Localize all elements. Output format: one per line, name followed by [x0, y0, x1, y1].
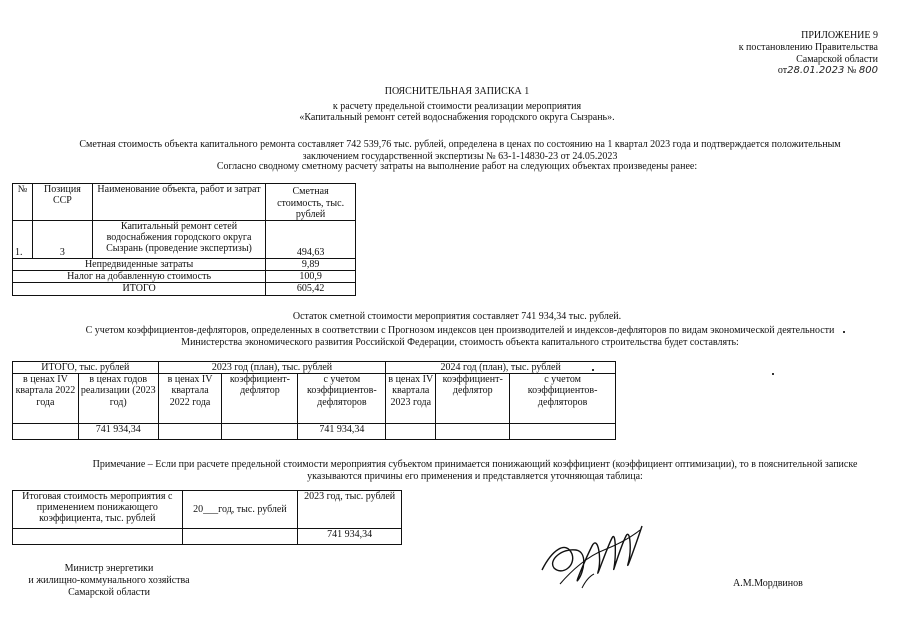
handwritten-signature	[532, 510, 652, 600]
table-header: с учетом коэффициентов-дефляторов	[298, 374, 386, 424]
table-cell	[13, 424, 79, 440]
table-cell: 741 934,34	[298, 424, 386, 440]
table-cell	[158, 424, 222, 440]
decree-number: 800	[858, 65, 878, 77]
table-cell	[510, 424, 616, 440]
group-header-total: ИТОГО, тыс. рублей	[13, 362, 159, 374]
signer-name: А.М.Мордвинов	[733, 578, 803, 589]
document-title-block	[0, 86, 914, 124]
table-cell: 494,63	[266, 221, 356, 259]
prior-costs-table	[12, 183, 356, 296]
table-header: №	[13, 184, 33, 221]
scan-speck	[843, 331, 845, 333]
table-header: в ценах IV квартала 2022 года	[158, 374, 222, 424]
summary-label: Налог на добавленную стоимость	[13, 271, 266, 283]
table-cell	[436, 424, 510, 440]
scan-speck	[772, 373, 774, 375]
table-cell	[182, 529, 298, 545]
document-title: ПОЯСНИТЕЛЬНАЯ ЗАПИСКА 1	[384, 86, 530, 97]
table-cell: 741 934,34	[298, 529, 402, 545]
summary-value: 9,89	[266, 259, 356, 271]
appendix-title: ПРИЛОЖЕНИЕ 9	[801, 30, 878, 41]
deflator-table	[12, 361, 616, 440]
summary-value: 100,9	[266, 271, 356, 283]
table-header: с учетом коэффициентов-дефляторов	[510, 374, 616, 424]
table-cell	[222, 424, 298, 440]
summary-value: 605,42	[266, 283, 356, 295]
group-header-2023: 2023 год (план), тыс. рублей	[158, 362, 386, 374]
table-row	[13, 271, 356, 283]
document-subtitle: к расчету предельной стоимости реализации мероприятия	[332, 100, 582, 112]
table-header-row	[13, 374, 616, 424]
minister-title: Министр энергетики и жилищно-коммунального хозяйства Самарской области	[28, 563, 190, 598]
table-header: в ценах годов реализации (2023 год)	[78, 374, 158, 424]
table-cell: 1.	[13, 221, 33, 259]
table-cell: Капитальный ремонт сетей водоснабжения городского округа Сызрань (проведение экспертизы)	[92, 221, 265, 259]
summary-label: Непредвиденные затраты	[13, 259, 266, 271]
deflator-paragraph: С учетом коэффициентов-дефляторов, определенных в соответствии с Прогнозом индексов цен производителей и индексов-дефляторов по видам экономической деятельности Министерства экономического развития Российской Федерации, стоимость объекта капитального строительства будет составлять:	[85, 325, 835, 348]
group-header-2024: 2024 год (план), тыс. рублей	[386, 362, 616, 374]
table-cell: 3	[32, 221, 92, 259]
table-header: Наименование объекта, работ и затрат	[92, 184, 265, 221]
table-row	[13, 283, 356, 295]
table-header: 2023 год, тыс. рублей	[298, 491, 402, 529]
table-header: Итоговая стоимость мероприятия с применением понижающего коэффициента, тыс. рублей	[13, 491, 183, 529]
optimization-table	[12, 490, 402, 545]
appendix-block	[739, 30, 878, 77]
table-header: в ценах IV квартала 2023 года	[386, 374, 436, 424]
table-cell: 741 934,34	[78, 424, 158, 440]
remaining-cost-paragraph: Остаток сметной стоимости мероприятия составляет 741 934,34 тыс. рублей.	[292, 311, 622, 322]
table-header: Позиция ССР	[32, 184, 92, 221]
decree-date: 28.01.2023	[787, 65, 845, 77]
table-row	[13, 529, 402, 545]
prior-costs-paragraph: Согласно сводному сметному расчету затраты на выполнение работ на следующих объектах произведены ранее:	[216, 161, 698, 172]
appendix-date-line: от28.01.2023 № 800	[777, 65, 878, 77]
scan-speck	[592, 369, 594, 371]
table-row	[13, 221, 356, 259]
appendix-decree: к постановлению Правительства	[738, 41, 878, 53]
table-cell	[386, 424, 436, 440]
table-header: 20___год, тыс. рублей	[182, 491, 298, 529]
table-group-header-row	[13, 362, 616, 374]
estimate-paragraph: Сметная стоимость объекта капитального ремонта составляет 742 539,76 тыс. рублей, определена в ценах по состоянию на 1 квартал 2023 года и подтверждается положительным заключением государственной экспертизы № 63-1-14830-23 от 24.05.2023	[79, 139, 841, 162]
table-cell	[13, 529, 183, 545]
table-row	[13, 424, 616, 440]
project-name: «Капитальный ремонт сетей водоснабжения городского округа Сызрань».	[299, 112, 615, 123]
summary-label: ИТОГО	[13, 283, 266, 295]
table-header: Сметная стоимость, тыс. рублей	[266, 184, 356, 221]
table-header: коэффициент-дефлятор	[222, 374, 298, 424]
table-row	[13, 259, 356, 271]
appendix-region: Самарской области	[796, 53, 878, 65]
note-paragraph: Примечание – Если при расчете предельной стоимости мероприятия субъектом принимается понижающий коэффициент (коэффициент оптимизации), то в пояснительной записке указываются причины его применения и представляется уточняющая таблица:	[92, 459, 858, 482]
table-header: в ценах IV квартала 2022 года	[13, 374, 79, 424]
table-header-row	[13, 491, 402, 529]
table-header: коэффициент-дефлятор	[436, 374, 510, 424]
table-header-row	[13, 184, 356, 221]
